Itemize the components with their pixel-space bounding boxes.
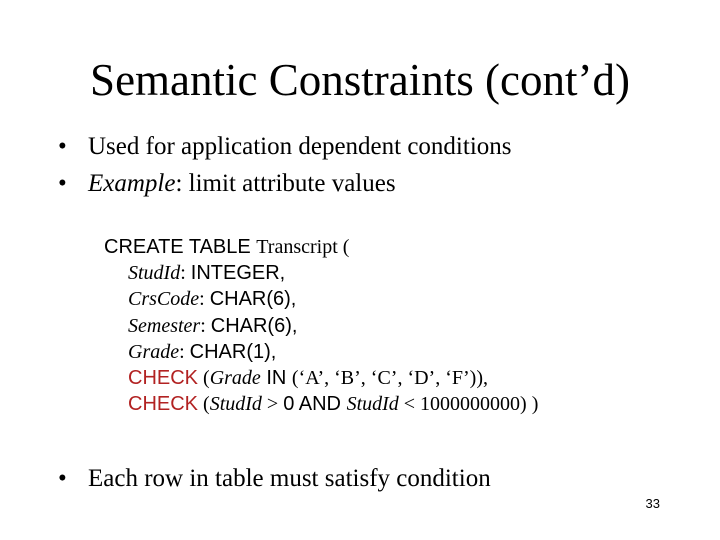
column-type: CHAR(6), (209, 288, 297, 311)
bullet-icon: • (58, 465, 67, 492)
check-column: StudId (346, 393, 399, 416)
bullet-item (58, 128, 512, 165)
check-keyword: CHECK (128, 393, 199, 416)
open-paren: ( (337, 236, 350, 258)
bullet-list-final (58, 460, 491, 497)
column-separator: : (200, 314, 211, 337)
zero-value: 0 (283, 393, 295, 416)
in-keyword: IN (260, 366, 292, 389)
check-open-paren: ( (198, 393, 210, 416)
check-values: (‘A’, ‘B’, ‘C’, ‘D’, ‘F’)), (291, 366, 488, 389)
bullet-label: Example (88, 170, 176, 197)
check-column: StudId (209, 393, 262, 416)
column-separator: : (199, 288, 210, 311)
column-name: CrsCode (128, 288, 200, 311)
column-name: StudId (128, 262, 181, 285)
gt-operator: > (261, 393, 284, 416)
code-line-check-grade (104, 365, 538, 391)
column-type: INTEGER, (190, 262, 286, 285)
code-line-check-studid (104, 391, 538, 417)
bullet-item (58, 165, 512, 202)
code-line-column (104, 286, 538, 312)
code-line-create (104, 234, 538, 260)
code-line-column (104, 313, 538, 339)
column-separator: : (179, 340, 190, 363)
page-number: 33 (645, 496, 660, 511)
slide-title: Semantic Constraints (cont’d) (90, 55, 630, 105)
bullet-item (58, 460, 491, 497)
bullet-text: Each row in table must satisfy condition (88, 465, 491, 492)
code-line-column (104, 260, 538, 286)
column-name: Semester (128, 314, 201, 337)
lt-clause: < 1000000000) ) (398, 393, 539, 416)
column-name: Grade (128, 340, 180, 363)
check-column: Grade (209, 366, 261, 389)
and-keyword: AND (294, 393, 347, 416)
column-type: CHAR(6), (210, 314, 298, 337)
sql-code-block (104, 234, 538, 417)
check-keyword: CHECK (128, 366, 199, 389)
column-separator: : (180, 262, 191, 285)
code-line-column (104, 339, 538, 365)
check-open-paren: ( (198, 366, 210, 389)
bullet-text: : limit attribute values (175, 170, 396, 197)
bullet-text: Used for application dependent conditions (88, 133, 512, 160)
column-type: CHAR(1), (189, 340, 277, 363)
bullet-icon: • (58, 133, 67, 160)
bullet-list (58, 128, 512, 202)
table-name: Transcript (256, 236, 338, 258)
bullet-icon: • (58, 170, 67, 197)
create-table-keyword: CREATE TABLE (104, 236, 257, 258)
